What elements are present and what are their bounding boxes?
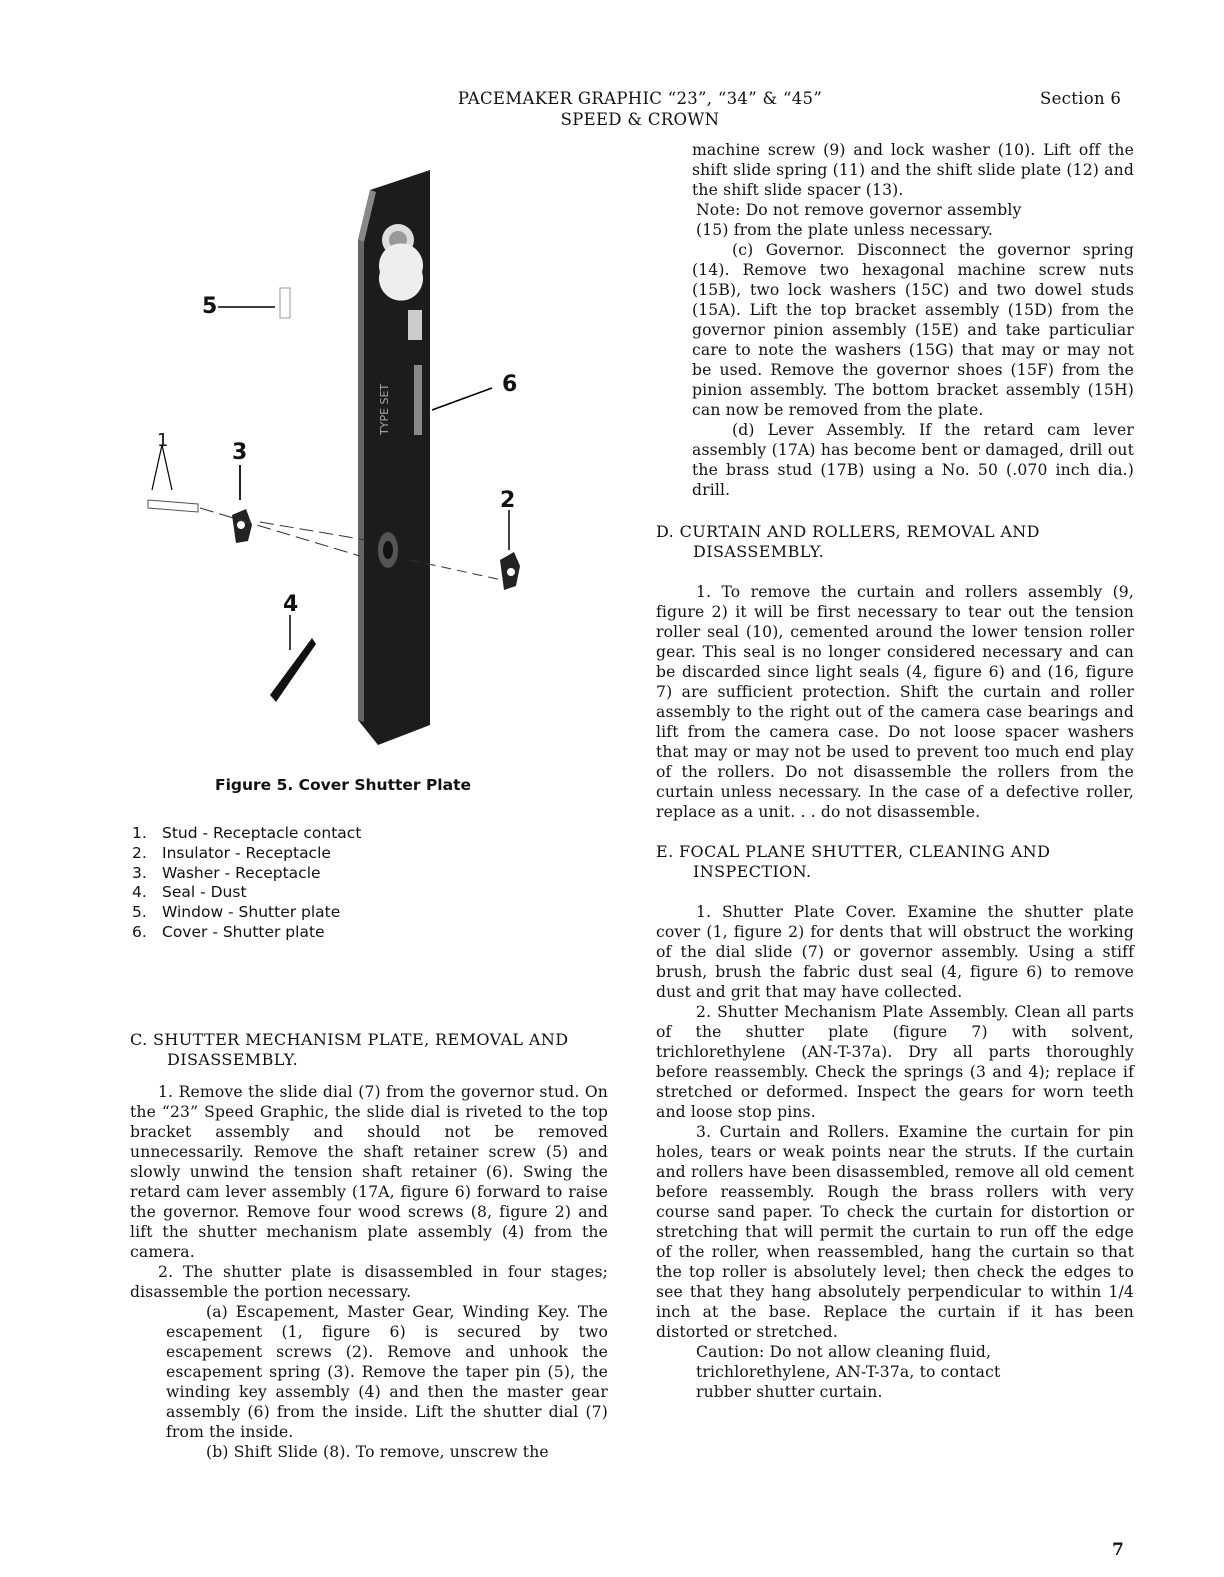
callout-5: 5 (202, 294, 218, 319)
section-e-para-3: 3. Curtain and Rollers. Examine the curtain for pin holes, tears or weak points near the struts. If the curtain and rollers have been disassembled, remove all old cement before reassembly. Rough the brass rollers with very course sand paper. To check the curtain for distortion or stretching that will permit the curtain to run off the edge of the roller, when reassembled, hang the curtain so that the top roller is absolutely level; then check the edges to see that they hang absolutely perpendicular to within 1/4 inch at the base. Replace the curtain if it has been distorted or stretched. (656, 1123, 1134, 1341)
legend-item: 3. Washer - Receptacle (132, 863, 321, 882)
governor-para-c: (c) Governor. Disconnect the governor spring (14). Remove two hexagonal machine screw nuts (15B), two lock washers (15C) and two dowel studs (15A). Lift the top bracket assembly (15D) from the governor pinion assembly (15E) and take particuliar care to note the washers (15G) that may or may not be used. Remove the governor shoes (15F) from the pinion assembly. The bottom bracket assembly (15H) can now be removed from the plate. (692, 241, 1134, 419)
legend-item: 6. Cover - Shutter plate (132, 922, 325, 941)
section-c-para-1: 1. Remove the slide dial (7) from the governor stud. On the “23” Speed Graphic, the slide dial is riveted to the top bracket assembly and should not be removed unnecessarily. Remove the shaft retainer screw (5) and slowly unwind the tension shaft retainer (6). Swing the retard cam lever assembly (17A, figure 6) forward to raise the governor. Remove four wood screws (8, figure 2) and lift the shutter mechanism plate assembly (4) from the camera. (130, 1083, 608, 1261)
dust-seal (270, 638, 316, 702)
figure-caption: Figure 5. Cover Shutter Plate (215, 776, 471, 794)
legend-item: 5. Window - Shutter plate (132, 903, 341, 922)
section-label: Section 6 (1040, 89, 1122, 108)
running-header (360, 88, 920, 130)
lever-para-d: (d) Lever Assembly. If the retard cam lever assembly (17A) has become bent or damaged, drill out the brass stud (17B) using a No. 50 (.070 inch dia.) drill. (692, 421, 1134, 499)
callout-1: 1 (157, 430, 169, 451)
shift-slide-continued: machine screw (9) and lock washer (10). Lift off the shift slide spring (11) and the shift slide plate (12) and the shift slide spacer (13). (692, 141, 1134, 199)
section-c-para-a: (a) Escapement, Master Gear, Winding Key. The escapement (1, figure 6) is secured by two escapement screws (2). Remove and unhook the escapement spring (3). Remove the taper pin (5), the winding key assembly (4) and then the master gear assembly (6) from the inside. Lift the shutter dial (7) from the inside. (166, 1303, 608, 1441)
legend-item: 4. Seal - Dust (132, 883, 247, 902)
callout-3: 3 (232, 440, 248, 465)
cover-shutter-plate-figure (130, 160, 550, 760)
callout-4: 4 (283, 592, 299, 617)
left-column-section-c (130, 1030, 608, 1462)
panel-lettering: TYPE SET (378, 383, 391, 435)
section-c-para-2: 2. The shutter plate is disassembled in four stages; disassemble the portion necessary. (130, 1263, 608, 1301)
header-title-line1: PACEMAKER GRAPHIC “23”, “34” & “45” (457, 89, 823, 108)
section-d-heading: D. CURTAIN AND ROLLERS, REMOVAL AND DISASSEMBLY. (656, 522, 1040, 561)
callout-2: 2 (500, 488, 516, 513)
page-number: 7 (1112, 1540, 1124, 1560)
right-column (656, 140, 1134, 1402)
section-c-para-b: (b) Shift Slide (8). To remove, unscrew the (206, 1443, 549, 1461)
section-c-heading: C. SHUTTER MECHANISM PLATE, REMOVAL AND DISASSEMBLY. (130, 1030, 569, 1069)
legend-item: 2. Insulator - Receptacle (132, 843, 331, 862)
section-e-para-1: 1. Shutter Plate Cover. Examine the shutter plate cover (1, figure 2) for dents that will obstruct the working of the dial slide (7) or governor assembly. Using a stiff brush, brush the fabric dust seal (4, figure 6) to remove dust and grit that may have collected. (656, 903, 1134, 1001)
legend-item: 1. Stud - Receptacle contact (132, 824, 362, 842)
figure-legend (132, 824, 361, 943)
section-e-heading: E. FOCAL PLANE SHUTTER, CLEANING AND INSPECTION. (656, 842, 1051, 881)
governor-note: Note: Do not remove governor assembly (15) from the plate unless necessary. (696, 201, 1022, 239)
section-e-para-2: 2. Shutter Mechanism Plate Assembly. Clean all parts of the shutter plate (figure 7) with solvent, trichlorethylene (AN-T-37a). Dry all parts thoroughly before reassembly. Check the springs (3 and 4); replace if stretched or deformed. Inspect the gears for worn teeth and loose stop pins. (656, 1003, 1134, 1121)
header-title-line2: SPEED & CROWN (560, 110, 720, 129)
section-d-para-1: 1. To remove the curtain and rollers assembly (9, figure 2) it will be first necessary to tear out the tension roller seal (10), cemented around the lower tension roller gear. This seal is no longer considered necessary and can be discarded since light seals (4, figure 6) and (16, figure 7) are sufficient protection. Shift the curtain and roller assembly to the right out of the camera case bearings and lift from the camera case. Do not loose spacer washers that may or may not be used to prevent too much end play of the rollers. Do not disassemble the rollers from the curtain unless necessary. In the case of a defective roller, replace as a unit. . . do not disassemble. (656, 583, 1134, 821)
caution-note: Caution: Do not allow cleaning fluid, trichlorethylene, AN-T-37a, to contact rubber shutter curtain. (696, 1343, 1001, 1401)
callout-6: 6 (502, 372, 518, 397)
